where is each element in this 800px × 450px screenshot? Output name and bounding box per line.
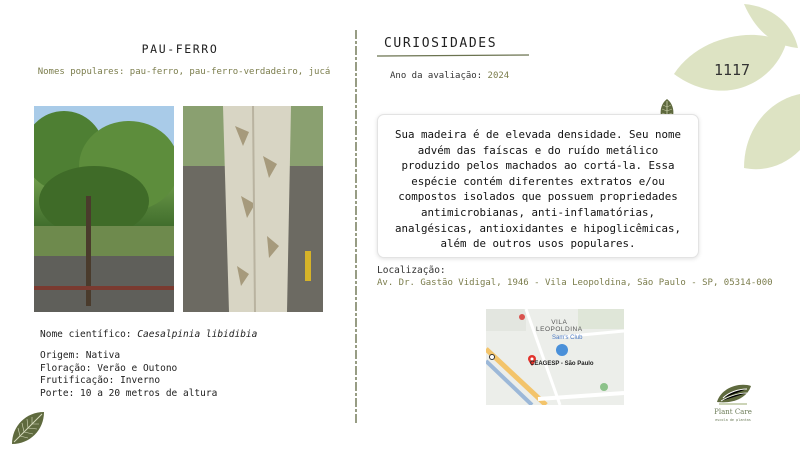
species-title: PAU-FERRO [141, 42, 219, 56]
scientific-name: Caesalpinia libidibia [137, 329, 258, 340]
badge-number: 1117 [713, 61, 751, 79]
map-marker-label: CEAGESP - São Paulo [530, 361, 594, 367]
evaluation-year [390, 71, 509, 81]
leaf-bottom-icon [744, 94, 800, 169]
title-underline [377, 54, 529, 57]
column-divider [355, 30, 357, 424]
description-card [377, 114, 699, 258]
scientific-name-line [40, 329, 257, 340]
size-text: Porte: 10 a 20 metros de altura [40, 387, 218, 399]
species-facts [40, 350, 217, 400]
map-store-label: Sam's Club [552, 335, 583, 341]
flowering-text: Floração: Verão e Outono [40, 362, 178, 374]
description-text: Sua madeira é de elevada densidade. Seu nome advém das faíscas e do ruído metálico produzido pelos machados ao cortá-la. Essa espécie contém diferentes extratos e/ou compostos isolados que possuem propriedades antimicrobianas, anti-inflamatórias, analgésicas, antioxidantes e hipoglicêmicas, além de outros usos populares. [394, 128, 681, 251]
bottom-left-leaf-icon [8, 408, 48, 448]
map-district-label [536, 319, 583, 333]
curiosities-title: CURIOSIDADES [384, 36, 498, 51]
location-address[interactable]: Av. Dr. Gastão Vidigal, 1946 - Vila Leopoldina, São Paulo - SP, 05314-000 [377, 278, 773, 288]
bark-photo [183, 106, 323, 312]
brand-tagline: escola de plantas [715, 418, 751, 422]
tree-photo [34, 106, 174, 312]
location-map[interactable] [486, 309, 624, 405]
location-label: Localização: [377, 265, 446, 276]
brand-name: Plant Care [714, 408, 752, 416]
scientific-label: Nome científico: [40, 329, 132, 340]
origin-text: Origem: Nativa [40, 350, 121, 361]
year-value: 2024 [487, 71, 510, 81]
map-district-line1: VILA [551, 319, 568, 326]
fruiting-text: Frutificação: Inverno [40, 375, 161, 386]
map-district-line2: LEOPOLDINA [536, 326, 583, 333]
year-label: Ano da avaliação: [390, 71, 483, 81]
popular-names: Nomes populares: pau-ferro, pau-ferro-verdadeiro, jucá [37, 67, 331, 77]
